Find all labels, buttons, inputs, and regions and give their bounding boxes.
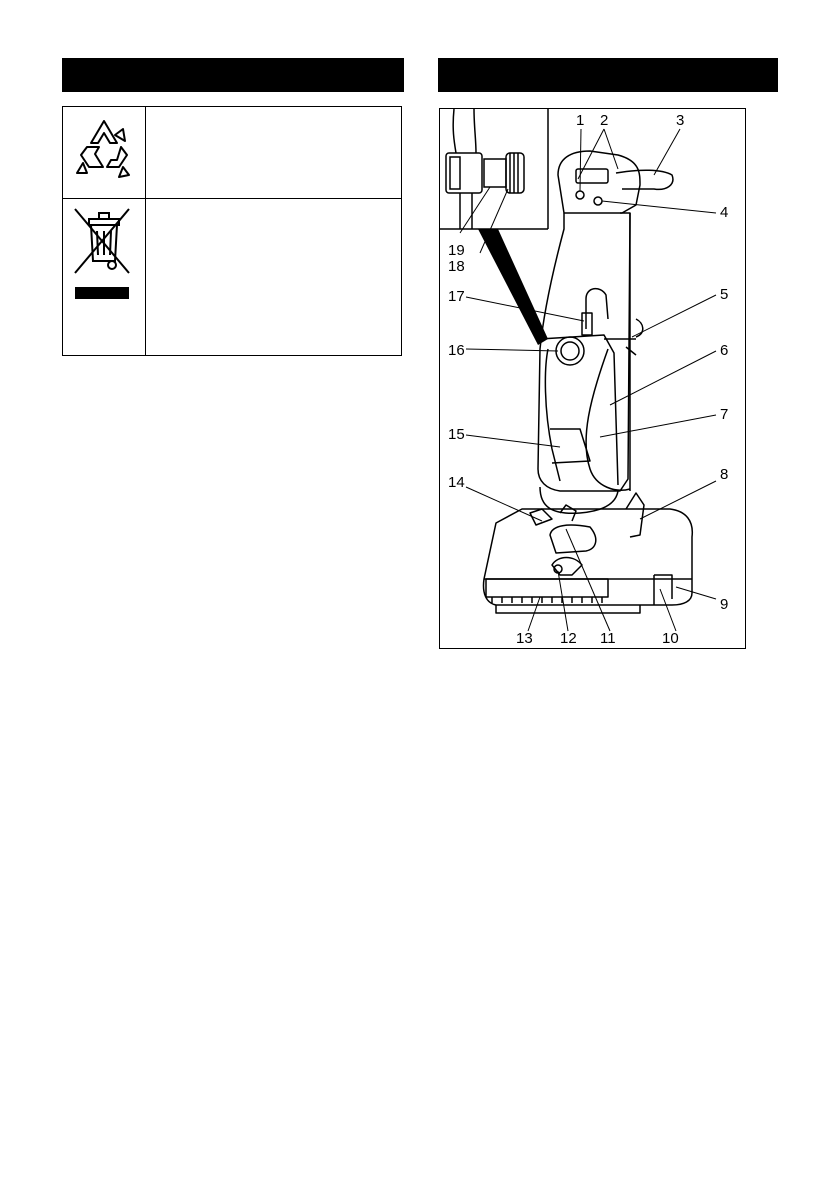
- crossed-out-bin-icon: [63, 199, 146, 355]
- weee-row: [63, 199, 401, 355]
- callout-16: 16: [448, 342, 465, 359]
- callout-10: 10: [662, 630, 679, 647]
- section-header-right: [438, 58, 778, 92]
- callout-8: 8: [720, 466, 729, 483]
- callout-11: 11: [600, 630, 616, 647]
- recycle-icon: [63, 107, 146, 198]
- callout-7: 7: [720, 406, 729, 423]
- device-drawing: [484, 151, 693, 613]
- callout-13: 13: [516, 630, 533, 647]
- inset-detail: [440, 109, 548, 229]
- device-overview-figure: [439, 108, 746, 649]
- callout-1: 1: [576, 112, 585, 129]
- callout-12: 12: [560, 630, 577, 647]
- environment-symbol-table: [62, 106, 402, 356]
- callout-14: 14: [448, 474, 465, 491]
- callout-3: 3: [676, 112, 685, 129]
- recycle-row: [63, 107, 401, 199]
- callout-4: 4: [720, 204, 729, 221]
- callout-19: 19: [448, 242, 465, 259]
- callout-18: 18: [448, 258, 465, 275]
- callout-5: 5: [720, 286, 729, 303]
- callout-6: 6: [720, 342, 729, 359]
- callout-leaders: [460, 129, 716, 631]
- callout-15: 15: [448, 426, 465, 443]
- callout-17: 17: [448, 288, 465, 305]
- section-header-left: [62, 58, 404, 92]
- callout-2: 2: [600, 112, 609, 129]
- callout-9: 9: [720, 596, 729, 613]
